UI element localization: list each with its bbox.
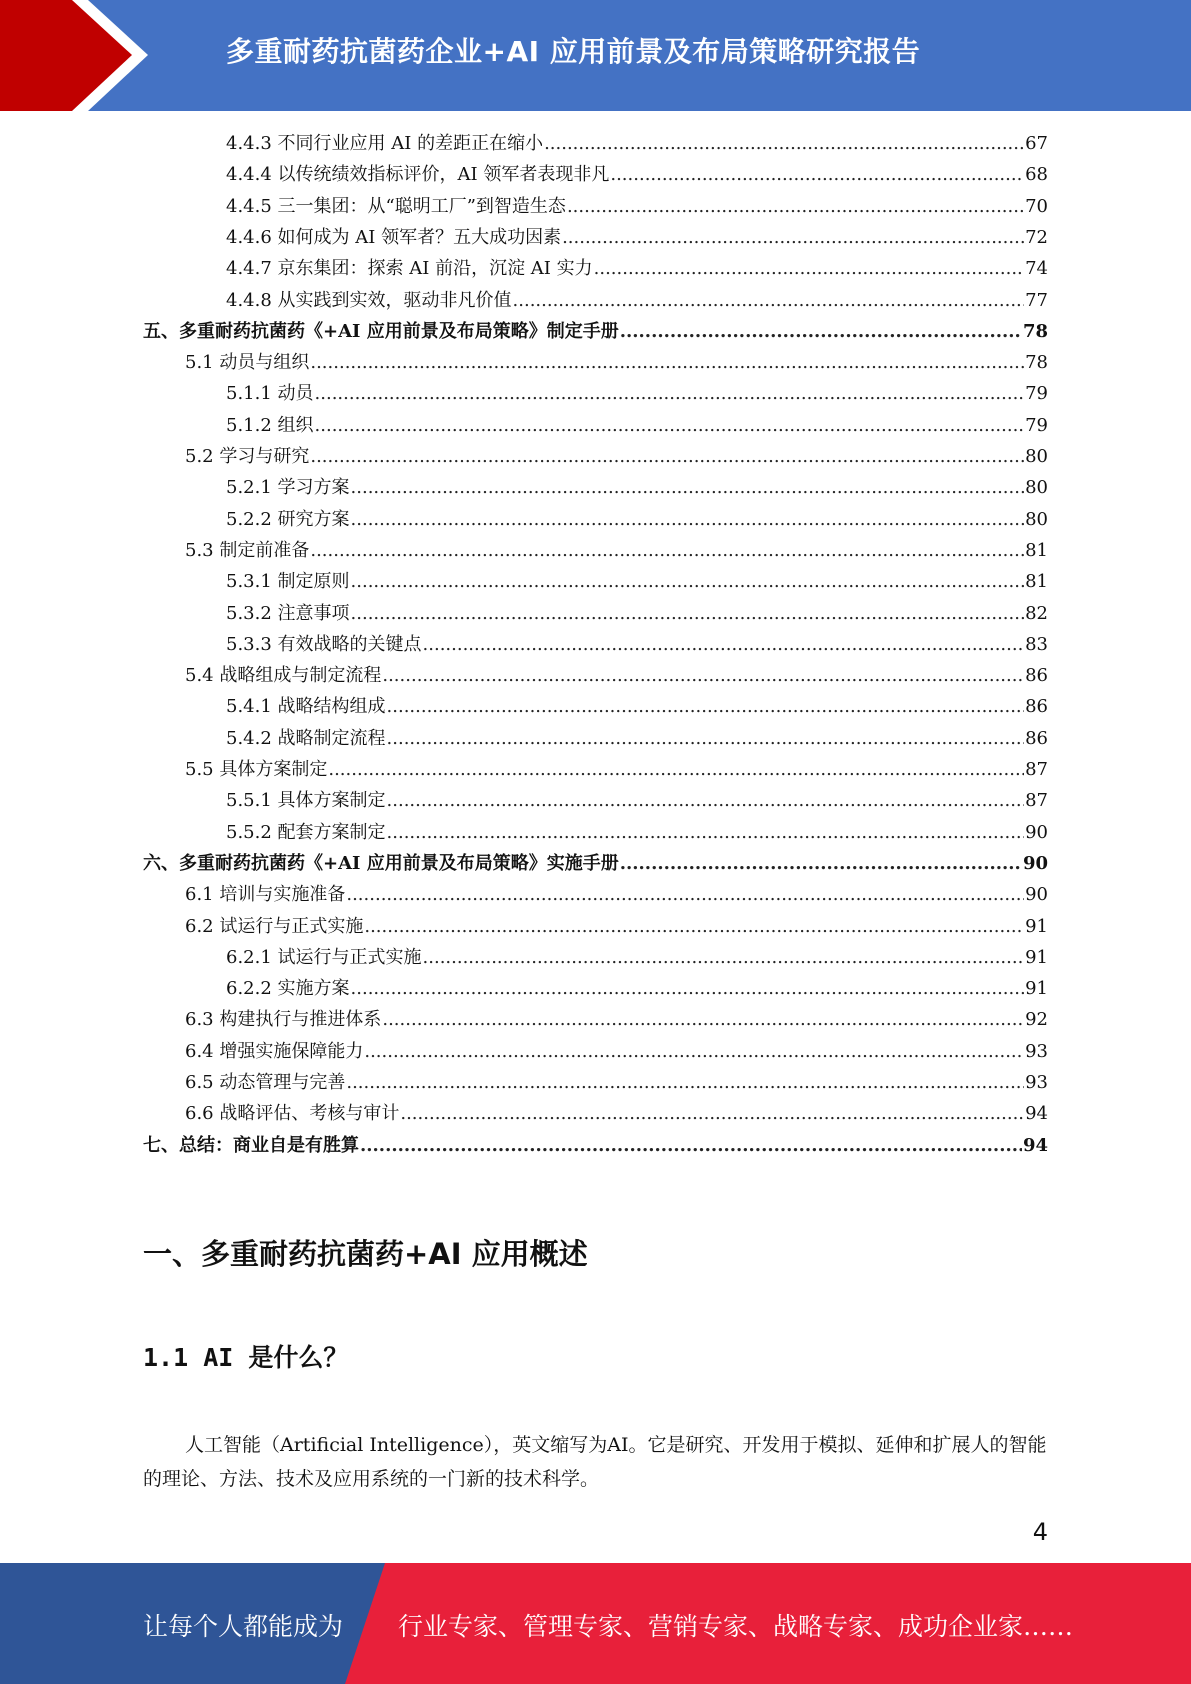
section-heading: 一、多重耐药抗菌药+AI 应用概述 bbox=[143, 1237, 588, 1271]
toc-leader-dots bbox=[382, 1009, 1024, 1031]
toc-entry-page: 93 bbox=[1025, 1072, 1048, 1093]
toc-entry-page: 82 bbox=[1025, 602, 1048, 624]
toc-entry-label: 6.5 动态管理与完善 bbox=[185, 1072, 346, 1093]
toc-entry[interactable] bbox=[226, 221, 1048, 249]
toc-entry-page: 67 bbox=[1025, 133, 1048, 154]
toc-entry-page: 94 bbox=[1022, 1134, 1048, 1156]
toc-leader-dots bbox=[351, 571, 1025, 593]
toc-entry[interactable] bbox=[226, 190, 1048, 218]
toc-entry-page: 80 bbox=[1025, 446, 1048, 467]
toc-entry-page: 79 bbox=[1025, 383, 1048, 405]
toc-leader-dots bbox=[423, 947, 1025, 969]
toc-entry[interactable] bbox=[226, 597, 1048, 625]
toc-entry[interactable] bbox=[226, 690, 1048, 718]
toc-entry-page: 79 bbox=[1025, 414, 1048, 436]
toc-entry[interactable] bbox=[185, 534, 1048, 562]
page-header bbox=[0, 0, 1191, 111]
toc-leader-dots bbox=[513, 290, 1025, 312]
toc-entry-label: 6.6 战略评估、考核与审计 bbox=[185, 1103, 400, 1125]
toc-entry[interactable] bbox=[226, 628, 1048, 656]
page-number: 4 bbox=[1032, 1518, 1048, 1546]
toc-entry-page: 81 bbox=[1025, 571, 1048, 593]
toc-entry-page: 78 bbox=[1022, 320, 1048, 342]
toc-entry-label: 6.2 试运行与正式实施 bbox=[185, 915, 364, 937]
toc-entry-page: 91 bbox=[1025, 946, 1048, 968]
toc-leader-dots bbox=[567, 196, 1024, 218]
toc-entry-label: 七、总结：商业自是有胜算 bbox=[143, 1134, 359, 1156]
toc-entry-label: 6.1 培训与实施准备 bbox=[185, 884, 346, 906]
toc-entry[interactable] bbox=[143, 315, 1048, 343]
toc-entry-label: 5.3.2 注意事项 bbox=[226, 602, 350, 624]
toc-entry-page: 74 bbox=[1025, 258, 1048, 280]
toc-entry[interactable] bbox=[226, 972, 1048, 1000]
toc-leader-dots bbox=[328, 759, 1024, 781]
toc-entry-label: 6.3 构建执行与推进体系 bbox=[185, 1009, 382, 1031]
toc-entry-label: 4.4.4 以传统绩效指标评价，AI 领军者表现非凡 bbox=[226, 164, 610, 186]
toc-entry-label: 5.5.2 配套方案制定 bbox=[226, 821, 386, 843]
toc-entry-label: 4.4.6 如何成为 AI 领军者？五大成功因素 bbox=[226, 226, 562, 248]
header-chevron-decoration bbox=[0, 0, 160, 111]
toc-entry-page: 92 bbox=[1025, 1009, 1048, 1031]
toc-leader-dots bbox=[562, 227, 1024, 249]
toc-entry-page: 86 bbox=[1025, 665, 1048, 687]
toc-entry-label: 6.2.1 试运行与正式实施 bbox=[226, 946, 422, 968]
toc-entry-page: 87 bbox=[1025, 759, 1048, 780]
toc-entry-label: 5.3 制定前准备 bbox=[185, 539, 310, 561]
toc-leader-dots bbox=[594, 258, 1024, 280]
toc-entry-label: 5.4.1 战略结构组成 bbox=[226, 696, 386, 718]
toc-entry-page: 77 bbox=[1025, 289, 1048, 311]
toc-leader-dots bbox=[364, 916, 1024, 938]
toc-entry[interactable] bbox=[143, 847, 1048, 875]
toc-entry[interactable] bbox=[226, 816, 1048, 844]
toc-entry-label: 4.4.7 京东集团：探索 AI 前沿，沉淀 AI 实力 bbox=[226, 258, 593, 280]
toc-entry-page: 86 bbox=[1025, 696, 1048, 718]
toc-entry[interactable] bbox=[226, 409, 1048, 437]
toc-entry[interactable] bbox=[185, 440, 1048, 468]
toc-leader-dots bbox=[315, 383, 1025, 405]
toc-entry[interactable] bbox=[185, 1003, 1048, 1031]
toc-entry-page: 68 bbox=[1025, 164, 1048, 186]
toc-entry-page: 80 bbox=[1025, 477, 1048, 499]
toc-leader-dots bbox=[310, 352, 1024, 374]
toc-entry[interactable] bbox=[185, 910, 1048, 938]
toc-entry[interactable] bbox=[185, 1097, 1048, 1125]
toc-entry-label: 4.4.3 不同行业应用 AI 的差距正在缩小 bbox=[226, 133, 544, 154]
toc-leader-dots bbox=[544, 133, 1024, 155]
toc-entry[interactable] bbox=[226, 722, 1048, 750]
toc-entry-page: 78 bbox=[1025, 352, 1048, 374]
toc-entry[interactable] bbox=[226, 565, 1048, 593]
toc-entry[interactable] bbox=[185, 1066, 1048, 1094]
toc-entry-label: 5.1 动员与组织 bbox=[185, 352, 310, 374]
toc-entry-label: 六、多重耐药抗菌药《+AI 应用前景及布局策略》实施手册 bbox=[143, 852, 619, 874]
toc-entry-page: 91 bbox=[1025, 915, 1048, 937]
header-title: 多重耐药抗菌药企业+AI 应用前景及布局策略研究报告 bbox=[226, 35, 921, 68]
toc-entry[interactable] bbox=[185, 753, 1048, 781]
page-footer bbox=[0, 1563, 1191, 1684]
toc-entry-label: 5.1.1 动员 bbox=[226, 383, 314, 405]
toc-entry-page: 81 bbox=[1025, 539, 1048, 561]
subsection-heading: 1.1 AI 是什么？ bbox=[143, 1343, 349, 1372]
toc-leader-dots bbox=[620, 853, 1022, 875]
toc-entry-page: 86 bbox=[1025, 727, 1048, 749]
toc-entry[interactable] bbox=[226, 127, 1048, 155]
toc-entry[interactable] bbox=[226, 284, 1048, 312]
toc-leader-dots bbox=[351, 477, 1025, 499]
toc-leader-dots bbox=[346, 1072, 1024, 1094]
toc-entry-label: 5.3.1 制定原则 bbox=[226, 571, 350, 593]
toc-leader-dots bbox=[346, 884, 1024, 906]
toc-entry-page: 90 bbox=[1025, 884, 1048, 906]
toc-entry[interactable] bbox=[226, 252, 1048, 280]
toc-entry-label: 5.4 战略组成与制定流程 bbox=[185, 665, 382, 687]
toc-entry-page: 87 bbox=[1025, 790, 1048, 812]
toc-entry-page: 94 bbox=[1025, 1103, 1048, 1125]
toc-leader-dots bbox=[387, 822, 1025, 844]
toc-entry[interactable] bbox=[226, 941, 1048, 969]
toc-leader-dots bbox=[387, 790, 1025, 812]
toc-leader-dots bbox=[423, 634, 1025, 656]
toc-leader-dots bbox=[310, 446, 1024, 468]
toc-entry-label: 5.1.2 组织 bbox=[226, 414, 314, 436]
toc-leader-dots bbox=[351, 978, 1025, 1000]
toc-entry-label: 5.2 学习与研究 bbox=[185, 446, 310, 467]
toc-entry[interactable] bbox=[185, 346, 1048, 374]
toc-entry[interactable] bbox=[226, 158, 1048, 186]
toc-entry-label: 6.4 增强实施保障能力 bbox=[185, 1040, 364, 1062]
toc-leader-dots bbox=[400, 1103, 1024, 1125]
toc-entry[interactable] bbox=[226, 471, 1048, 499]
footer-slogan-right: 行业专家、管理专家、营销专家、战略专家、成功企业家…… bbox=[398, 1612, 1074, 1641]
footer-slogan-left: 让每个人都能成为 bbox=[143, 1612, 344, 1641]
toc-entry-page: 90 bbox=[1022, 852, 1048, 874]
toc-leader-dots bbox=[351, 509, 1025, 531]
toc-leader-dots bbox=[351, 603, 1025, 625]
toc-entry-page: 70 bbox=[1025, 195, 1048, 217]
toc-leader-dots bbox=[360, 1135, 1022, 1157]
toc-entry[interactable] bbox=[185, 659, 1048, 687]
toc-entry-label: 4.4.8 从实践到实效，驱动非凡价值 bbox=[226, 289, 512, 311]
toc-entry[interactable] bbox=[226, 784, 1048, 812]
toc-leader-dots bbox=[610, 164, 1024, 186]
toc-entry-label: 5.4.2 战略制定流程 bbox=[226, 727, 386, 749]
toc-entry-page: 91 bbox=[1025, 978, 1048, 1000]
toc-leader-dots bbox=[315, 415, 1025, 437]
toc-entry-label: 5.2.1 学习方案 bbox=[226, 477, 350, 499]
toc-leader-dots bbox=[387, 728, 1025, 750]
toc-entry-label: 5.3.3 有效战略的关键点 bbox=[226, 633, 422, 655]
toc-entry-label: 6.2.2 实施方案 bbox=[226, 978, 350, 1000]
toc-entry-label: 5.5 具体方案制定 bbox=[185, 759, 328, 780]
toc-entry-label: 5.5.1 具体方案制定 bbox=[226, 790, 386, 812]
toc-entry-label: 4.4.5 三一集团：从“聪明工厂”到智造生态 bbox=[226, 195, 566, 217]
toc-entry-page: 72 bbox=[1025, 226, 1048, 248]
toc-entry-label: 5.2.2 研究方案 bbox=[226, 508, 350, 530]
toc-entry[interactable] bbox=[185, 1035, 1048, 1063]
toc-leader-dots bbox=[364, 1041, 1024, 1063]
toc-entry-page: 90 bbox=[1025, 821, 1048, 843]
toc-leader-dots bbox=[310, 540, 1024, 562]
toc-entry[interactable] bbox=[185, 878, 1048, 906]
toc-leader-dots bbox=[382, 665, 1024, 687]
toc-entry[interactable] bbox=[226, 377, 1048, 405]
toc-entry-page: 93 bbox=[1025, 1040, 1048, 1062]
toc-entry[interactable] bbox=[143, 1129, 1048, 1157]
toc-leader-dots bbox=[620, 321, 1022, 343]
toc-leader-dots bbox=[387, 696, 1025, 718]
toc-entry[interactable] bbox=[226, 503, 1048, 531]
body-paragraph: 人工智能（Artificial Intelligence），英文缩写为AI。它是研究、开发用于模拟、延伸和扩展人的智能的理论、方法、技术及应用系统的一门新的技术科学。 bbox=[143, 1434, 1047, 1490]
toc-entry-page: 80 bbox=[1025, 508, 1048, 530]
toc-entry-page: 83 bbox=[1025, 633, 1048, 655]
toc-entry-label: 五、多重耐药抗菌药《+AI 应用前景及布局策略》制定手册 bbox=[143, 320, 619, 342]
